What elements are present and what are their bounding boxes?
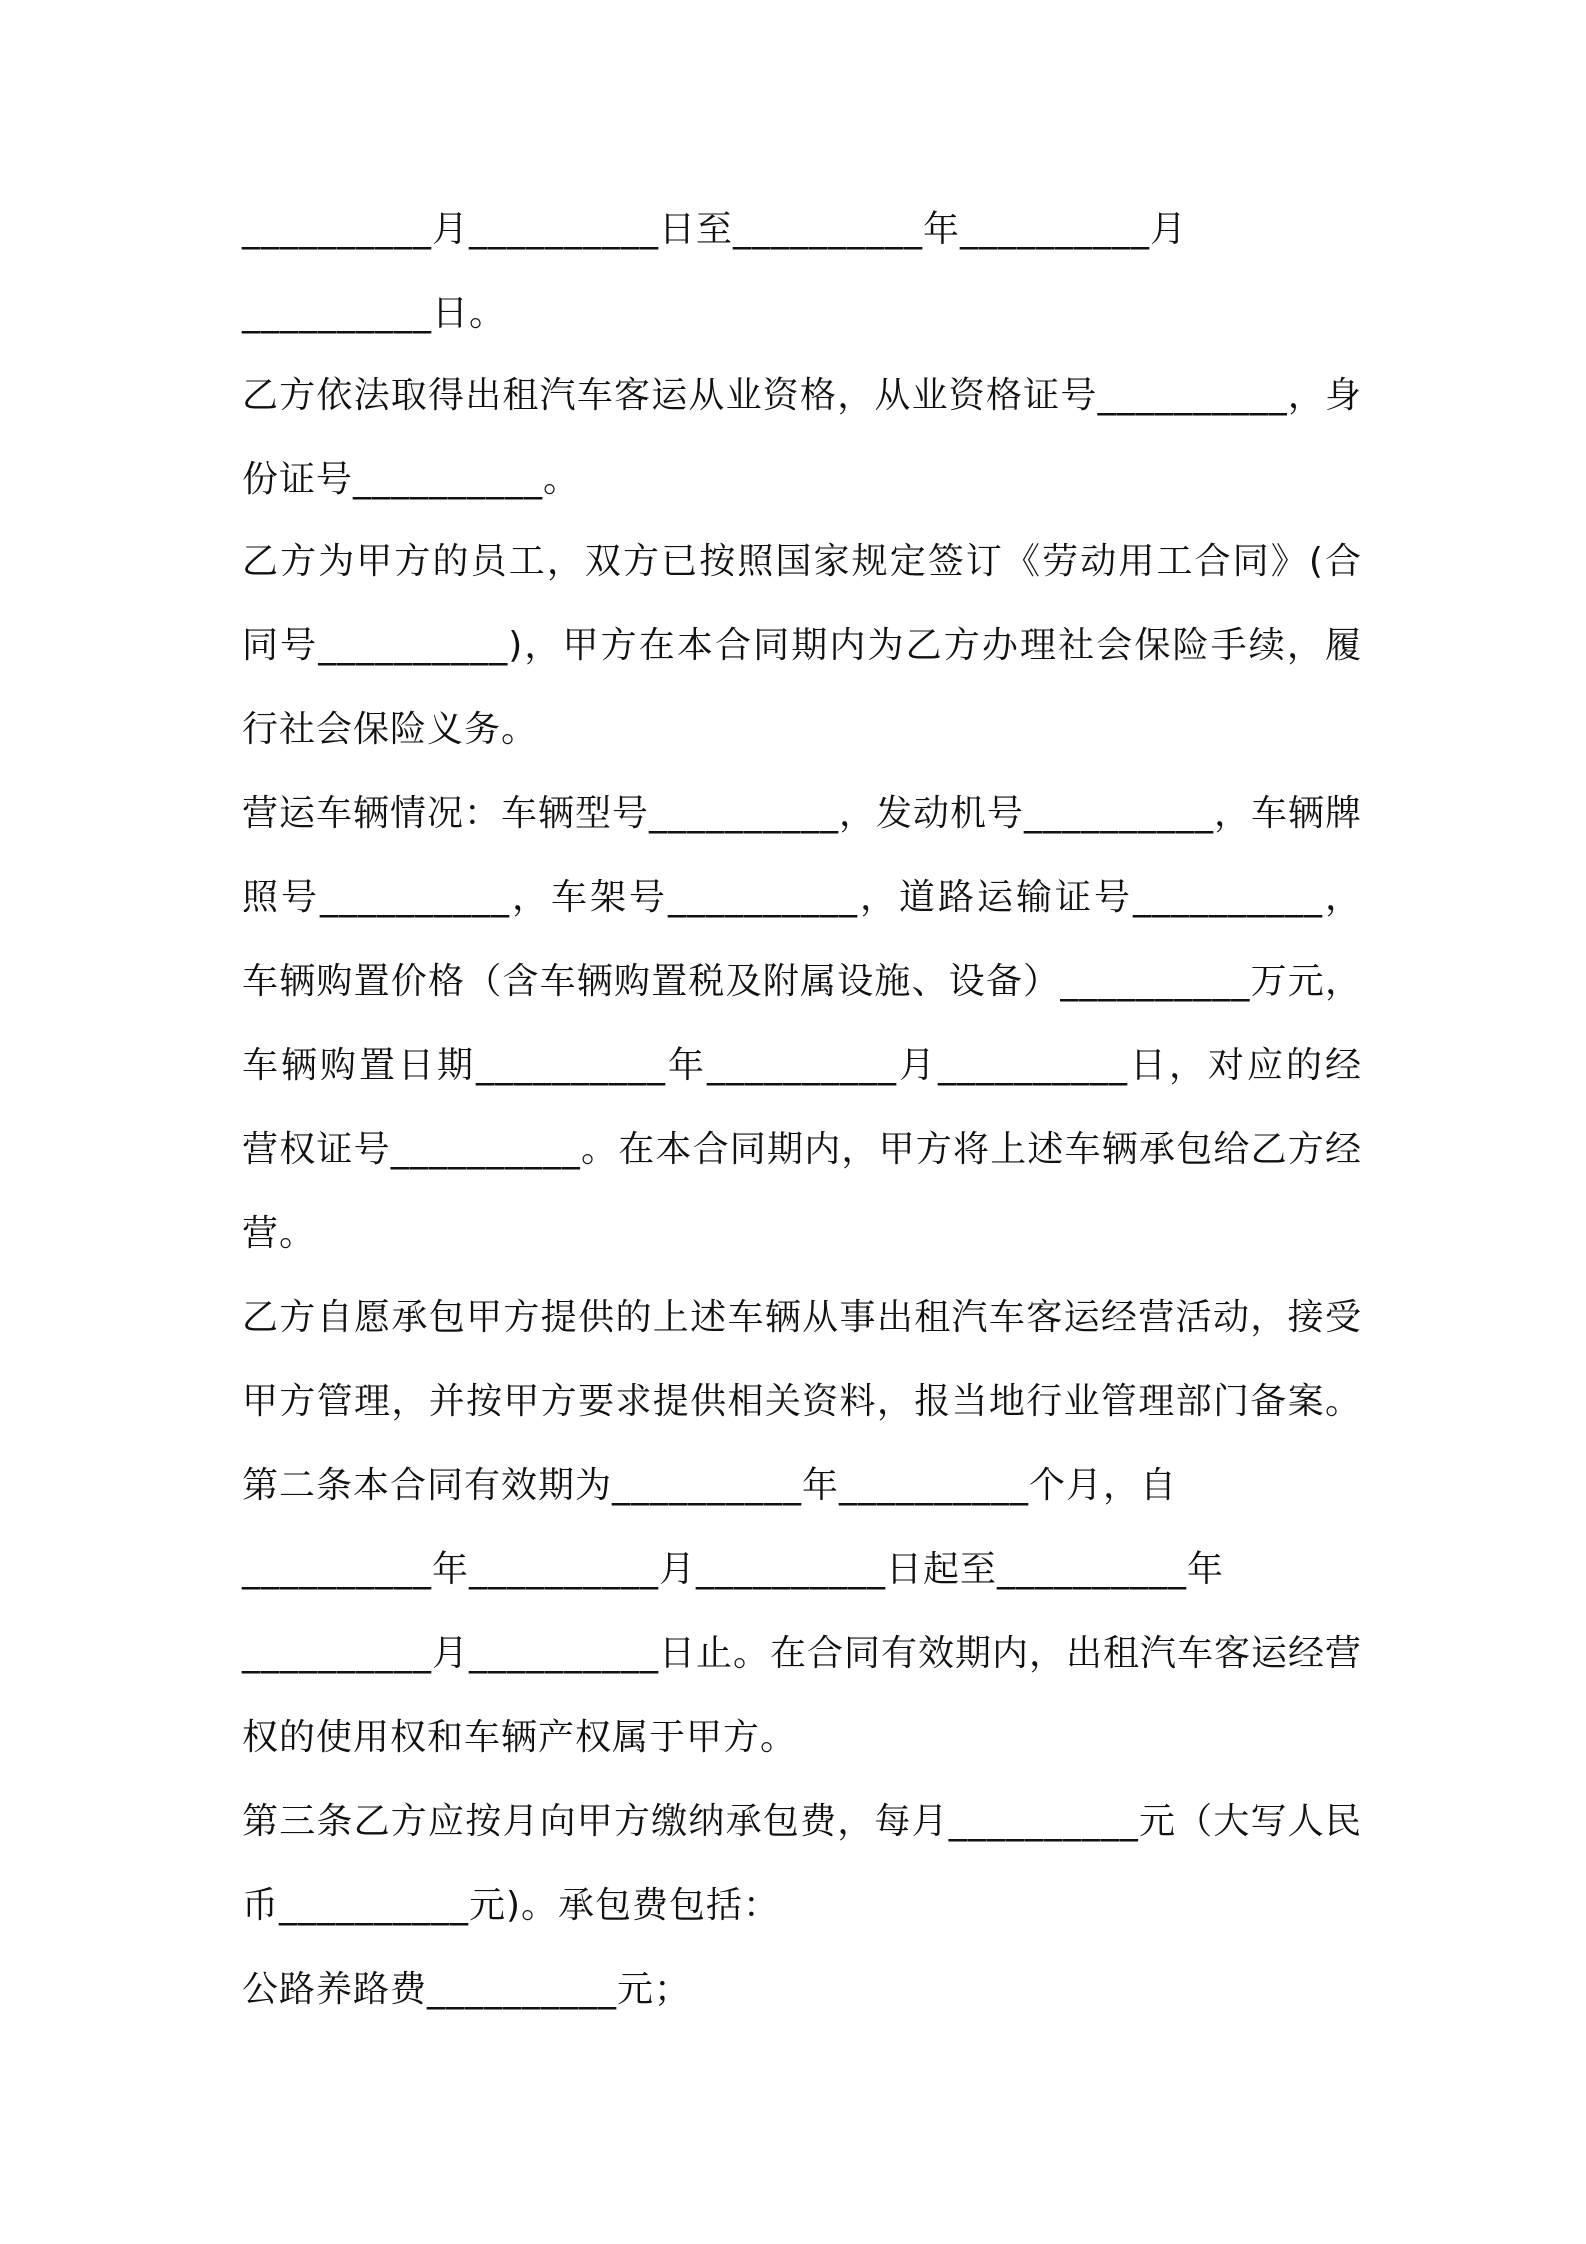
text-line: 车辆购置价格（含车辆购置税及附属设施、设备）__________万元， xyxy=(242,961,1362,1002)
text-line: 甲方管理，并按甲方要求提供相关资料，报当地行业管理部门备案。 xyxy=(242,1381,1362,1422)
text-line: 营。 xyxy=(242,1213,317,1254)
text-line: 第三条乙方应按月向甲方缴纳承包费，每月__________元（大写人民 xyxy=(242,1801,1362,1842)
text-line: 营权证号__________。在本合同期内，甲方将上述车辆承包给乙方经 xyxy=(242,1129,1362,1170)
text-line: 乙方为甲方的员工，双方已按照国家规定签订《劳动用工合同》(合 xyxy=(242,541,1362,582)
text-line: 第二条本合同有效期为__________年__________个月，自 xyxy=(242,1465,1178,1506)
text-line: 车辆购置日期__________年__________月__________日，对应的经 xyxy=(242,1045,1362,1086)
text-line: 份证号__________。 xyxy=(242,459,581,500)
text-line: 同号__________)，甲方在本合同期内为乙方办理社会保险手续，履 xyxy=(242,625,1362,666)
text-line: 乙方依法取得出租汽车客运从业资格，从业资格证号__________，身 xyxy=(242,375,1362,416)
text-line: 营运车辆情况：车辆型号__________，发动机号__________，车辆牌 xyxy=(242,793,1363,834)
text-line: 乙方自愿承包甲方提供的上述车辆从事出租汽车客运经营活动，接受 xyxy=(242,1297,1362,1338)
text-line: __________日。 xyxy=(242,293,507,334)
text-line: 权的使用权和车辆产权属于甲方。 xyxy=(242,1717,798,1758)
text-line: __________月__________日至__________年__________月 xyxy=(242,209,1187,250)
text-line: 照号__________，车架号__________，道路运输证号__________， xyxy=(242,877,1362,918)
text-line: 公路养路费__________元； xyxy=(242,1969,692,2010)
text-line: __________年__________月__________日起至__________年 xyxy=(242,1549,1225,1590)
text-line: 行社会保险义务。 xyxy=(242,709,539,750)
text-line: 币__________元)。承包费包括： xyxy=(242,1885,781,1926)
text-line: __________月__________日止。在合同有效期内，出租汽车客运经营 xyxy=(242,1633,1363,1674)
